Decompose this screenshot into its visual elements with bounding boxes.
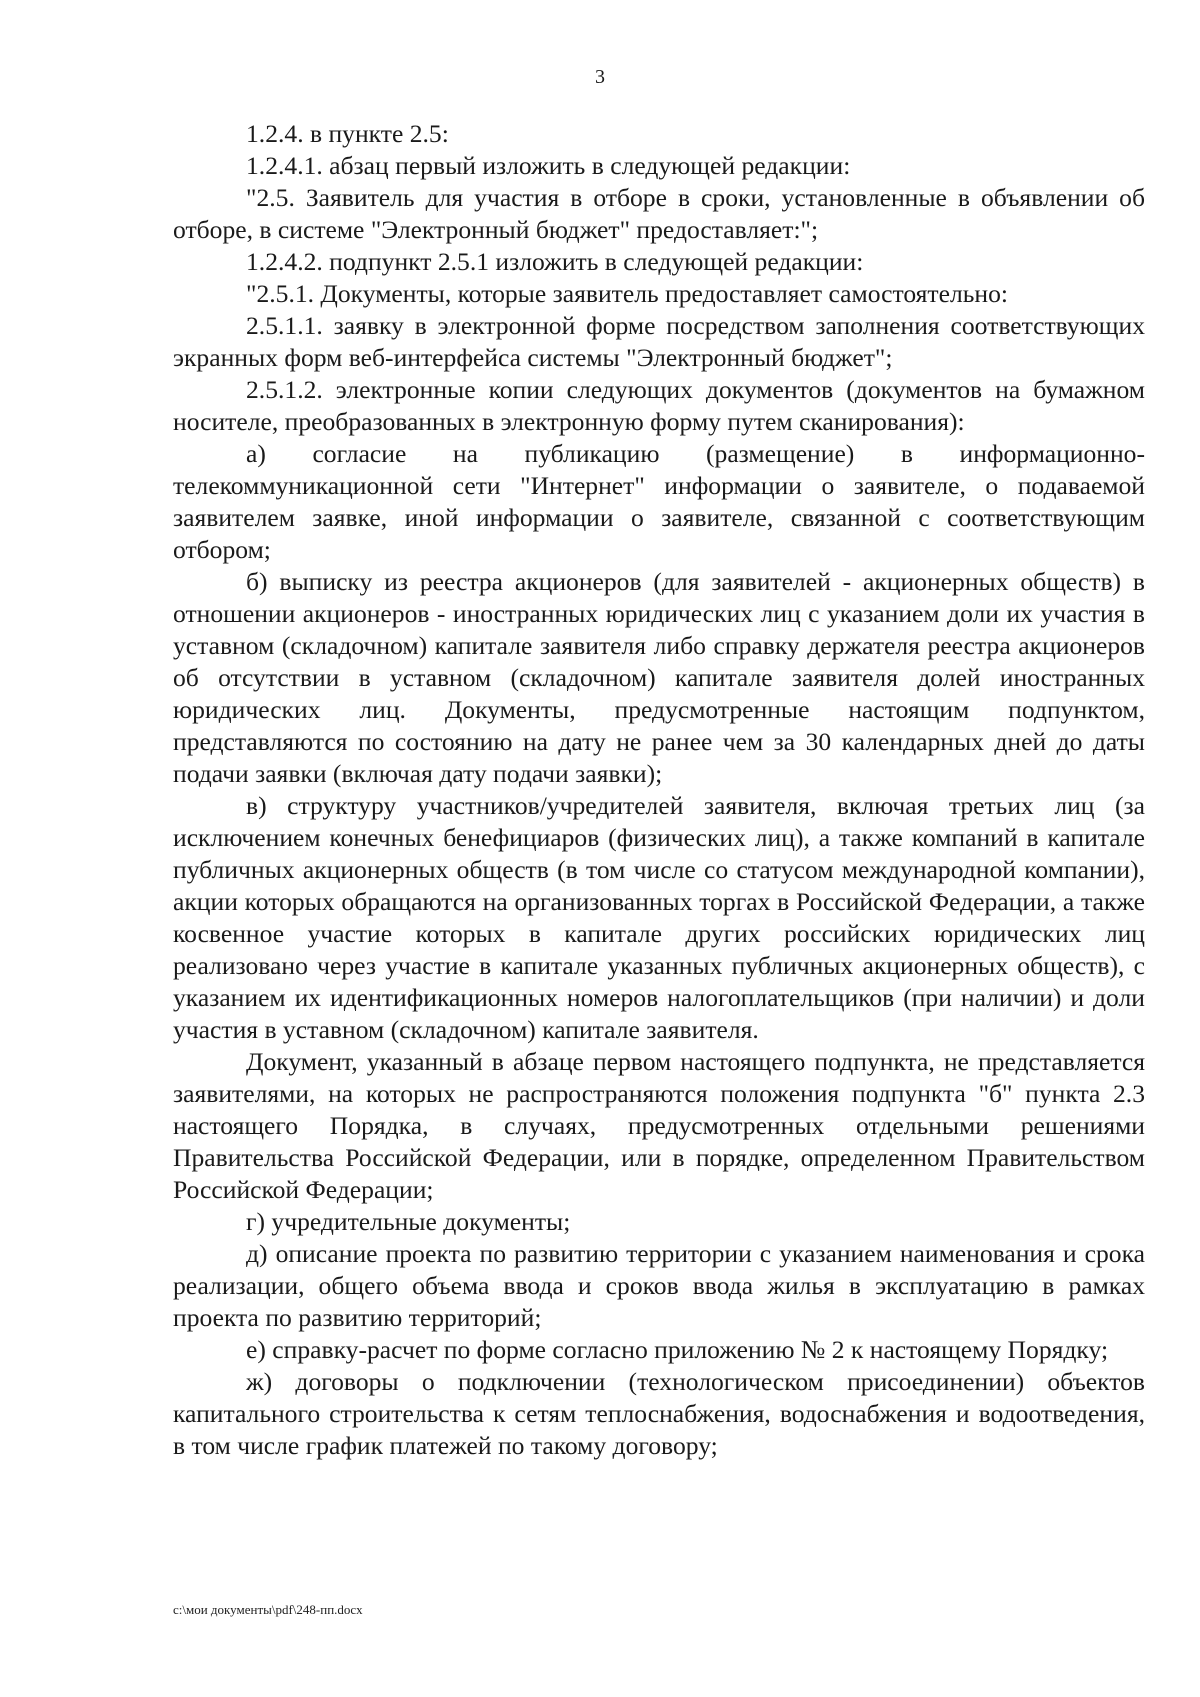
paragraph: 1.2.4. в пункте 2.5: [246,119,449,148]
paragraph: 2.5.1.2. электронные копии следующих документов (документов на бумажном носителе, преобразованных в электронную форму путем сканирования): [173,375,1145,436]
paragraph: 1.2.4.2. подпункт 2.5.1 изложить в следующей редакции: [246,247,864,276]
paragraph: е) справку-расчет по форме согласно приложению № 2 к настоящему Порядку; [246,1335,1109,1364]
paragraph: 2.5.1.1. заявку в электронной форме посредством заполнения соответствующих экранных форм веб-интерфейса системы "Электронный бюджет"; [173,311,1145,372]
paragraph: в) структуру участников/учредителей заявителя, включая третьих лиц (за исключением конечных бенефициаров (физических лиц), а также компаний в капитале публичных акционерных обществ (в том числе со статусом международной компании), акции которых обращаются на организованных торгах в Российской Федерации, а также косвенное участие которых в капитале других российских юридических лиц реализовано через участие в капитале указанных публичных акционерных обществ), с указанием их идентификационных номеров налогоплательщиков (при наличии) и доли участия в уставном (складочном) капитале заявителя. [173,791,1145,1044]
paragraph: 1.2.4.1. абзац первый изложить в следующей редакции: [246,151,851,180]
paragraph: Документ, указанный в абзаце первом настоящего подпункта, не представляется заявителями, на которых не распространяются положения подпункта "б" пункта 2.3 настоящего Порядка, в случаях, предусмотренных отдельными решениями Правительства Российской Федерации, или в порядке, определенном Правительством Российской Федерации; [173,1047,1145,1204]
paragraph: а) согласие на публикацию (размещение) в информационно-телекоммуникационной сети "Интернет" информации о заявителе, о подаваемой заявителем заявке, иной информации о заявителе, связанной с соответствующим отбором; [173,439,1145,564]
page-number: 3 [595,66,605,88]
paragraph: "2.5. Заявитель для участия в отборе в сроки, установленные в объявлении об отборе, в системе "Электронный бюджет" предоставляет:"; [173,183,1145,244]
paragraph: ж) договоры о подключении (технологическом присоединении) объектов капитального строительства к сетям теплоснабжения, водоснабжения и водоотведения, в том числе график платежей по такому договору; [173,1367,1145,1460]
document-body [173,118,1145,1462]
paragraph: г) учредительные документы; [246,1207,571,1236]
paragraph: "2.5.1. Документы, которые заявитель предоставляет самостоятельно: [246,279,1009,308]
paragraph: д) описание проекта по развитию территории с указанием наименования и срока реализации, общего объема ввода и сроков ввода жилья в эксплуатацию в рамках проекта по развитию территорий; [173,1239,1145,1332]
paragraph: б) выписку из реестра акционеров (для заявителей - акционерных обществ) в отношении акционеров - иностранных юридических лиц с указанием доли их участия в уставном (складочном) капитале заявителя либо справку держателя реестра акционеров об отсутствии в уставном (складочном) капитале заявителя долей иностранных юридических лиц. Документы, предусмотренные настоящим подпунктом, представляются по состоянию на дату не ранее чем за 30 календарных дней до даты подачи заявки (включая дату подачи заявки); [173,567,1145,788]
footer-file-path: c:\мои документы\pdf\248-пп.docx [173,1602,363,1617]
